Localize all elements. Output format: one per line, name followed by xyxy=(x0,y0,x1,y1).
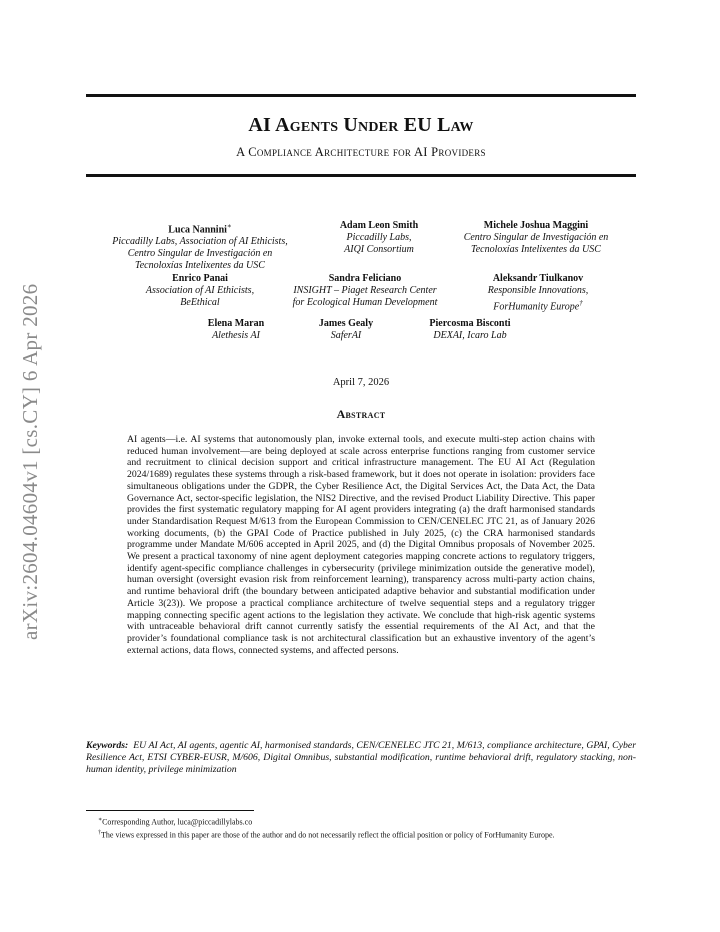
publication-date: April 7, 2026 xyxy=(332,377,390,388)
abstract-body: AI agents—i.e. AI systems that autonomously plan, invoke external tools, and execute multi-step action chains with reduced human involvement—are being deployed at scale across enterprise functions ranging from customer service and recruitment to clinical decision support and critical infrastructure management. The EU AI Act (Regulation 2024/1689) regulates these systems through a risk-based framework, but it does not operate in isolation: providers face simultaneous obligations under the GDPR, the Cyber Resilience Act, the Digital Services Act, the Data Act, the Data Governance Act, sector-specific legislation, the NIS2 Directive, and the revised Product Liability Directive. This paper provides the first systematic regulatory mapping for AI agent providers integrating (a) the draft harmonised standards under Standardisation Request M/613 from the European Commission to CEN/CENELEC JTC 21, as of January 2026 working documents, (b) the GPAI Code of Practice published in July 2025, (c) the CRA harmonised standards programme under Mandate M/606 accepted in April 2025, and (d) the Digital Omnibus proposals of November 2025. We present a practical taxonomy of nine agent deployment categories mapping concrete actions to regulatory triggers, identify agent-specific compliance challenges in cybersecurity (privilege minimization outside the generative model), human oversight (oversight evasion risk from reinforcement learning), transparency across multi-party action chains, and runtime behavioral drift (the boundary between anticipated adaptive behavior and substantial modification under Article 3(23)). We propose a practical compliance architecture of twelve sequential steps and a regulatory trigger mapping connecting specific agent actions to the legislation they activate. We conclude that high-risk agentic systems with untraceable behavioral drift cannot currently satisfy the essential requirements of the AI Act, and that the provider’s foundational compliance task is not architectural classification but an exhaustive inventory of the agent’s external actions, data flows, connected systems, and affected persons. xyxy=(127,434,595,656)
keywords-list: EU AI Act, AI agents, agentic AI, harmonised standards, CEN/CENELEC JTC 21, M/613, compliance architecture, GPAI, Cyber Resilience Act, ETSI CYBER-EUSR, M/606, Digital Omnibus, substantial modification, runtime behavioral drift, regulatory stacking, non-human identity, privilege minimization xyxy=(86,740,637,775)
author-affiliation: for Ecological Human Development xyxy=(292,297,438,308)
author-affiliation: ForHumanity Europe† xyxy=(493,299,583,313)
author-block xyxy=(186,318,286,342)
paper-title: AI Agents Under EU Law xyxy=(248,114,474,136)
author-name: James Gealy xyxy=(318,318,374,329)
author-block xyxy=(92,220,308,272)
author-affiliation: Responsible Innovations, xyxy=(487,285,589,296)
footnotes xyxy=(86,815,636,840)
author-affiliation: Alethesis AI xyxy=(212,330,260,341)
author-affiliation: Piccadilly Labs, xyxy=(346,232,412,243)
author-affiliation: Piccadilly Labs, Association of AI Ethicists, xyxy=(112,236,288,248)
abstract-heading: Abstract xyxy=(336,407,386,421)
author-affiliation: Association of AI Ethicists, xyxy=(145,285,255,296)
author-block xyxy=(414,318,526,342)
footnote: †The views expressed in this paper are those of the author and do not necessarily reflect the official position or policy of ForHumanity Europe. xyxy=(98,829,555,840)
arxiv-identifier-stamp: arXiv:2604.04604v1 [cs.CY] 6 Apr 2026 xyxy=(18,283,42,640)
author-affiliation: Tecnoloxías Intelixentes da USC xyxy=(471,244,601,255)
author-name: Enrico Panai xyxy=(172,273,228,284)
author-name: Elena Maran xyxy=(207,318,265,329)
author-name: Luca Nannini∗ xyxy=(168,222,232,236)
author-block xyxy=(446,220,626,256)
footnote: ∗Corresponding Author, luca@piccadillylabs.co xyxy=(98,817,253,827)
author-block xyxy=(272,273,458,309)
footnote-rule xyxy=(86,810,254,811)
author-affiliation: BeEthical xyxy=(180,297,220,308)
author-affiliation: SaferAI xyxy=(330,330,362,341)
title-top-rule xyxy=(86,94,636,97)
author-affiliation: AIQI Consortium xyxy=(344,244,414,255)
author-block xyxy=(296,318,396,342)
author-affiliation: INSIGHT – Piaget Research Center xyxy=(293,285,437,296)
paper-subtitle: A Compliance Architecture for AI Providers xyxy=(236,145,486,159)
author-block xyxy=(312,220,446,256)
author-affiliation: Centro Singular de Investigación en xyxy=(463,232,609,243)
author-name: Sandra Feliciano xyxy=(328,273,402,284)
keywords-label: Keywords: xyxy=(86,740,129,751)
title-bottom-rule xyxy=(86,174,636,177)
keywords-section xyxy=(86,740,636,775)
author-name: Michele Joshua Maggini xyxy=(483,220,589,231)
author-block xyxy=(110,273,290,309)
author-name: Aleksandr Tiulkanov xyxy=(492,273,584,284)
author-name: Piercosma Bisconti xyxy=(429,318,511,329)
author-affiliation: Tecnoloxías Intelixentes da USC xyxy=(135,260,265,272)
author-name: Adam Leon Smith xyxy=(339,220,419,231)
author-affiliation: Centro Singular de Investigación en xyxy=(127,248,273,260)
author-block xyxy=(460,273,616,313)
author-affiliation: DEXAI, Icaro Lab xyxy=(433,330,507,341)
